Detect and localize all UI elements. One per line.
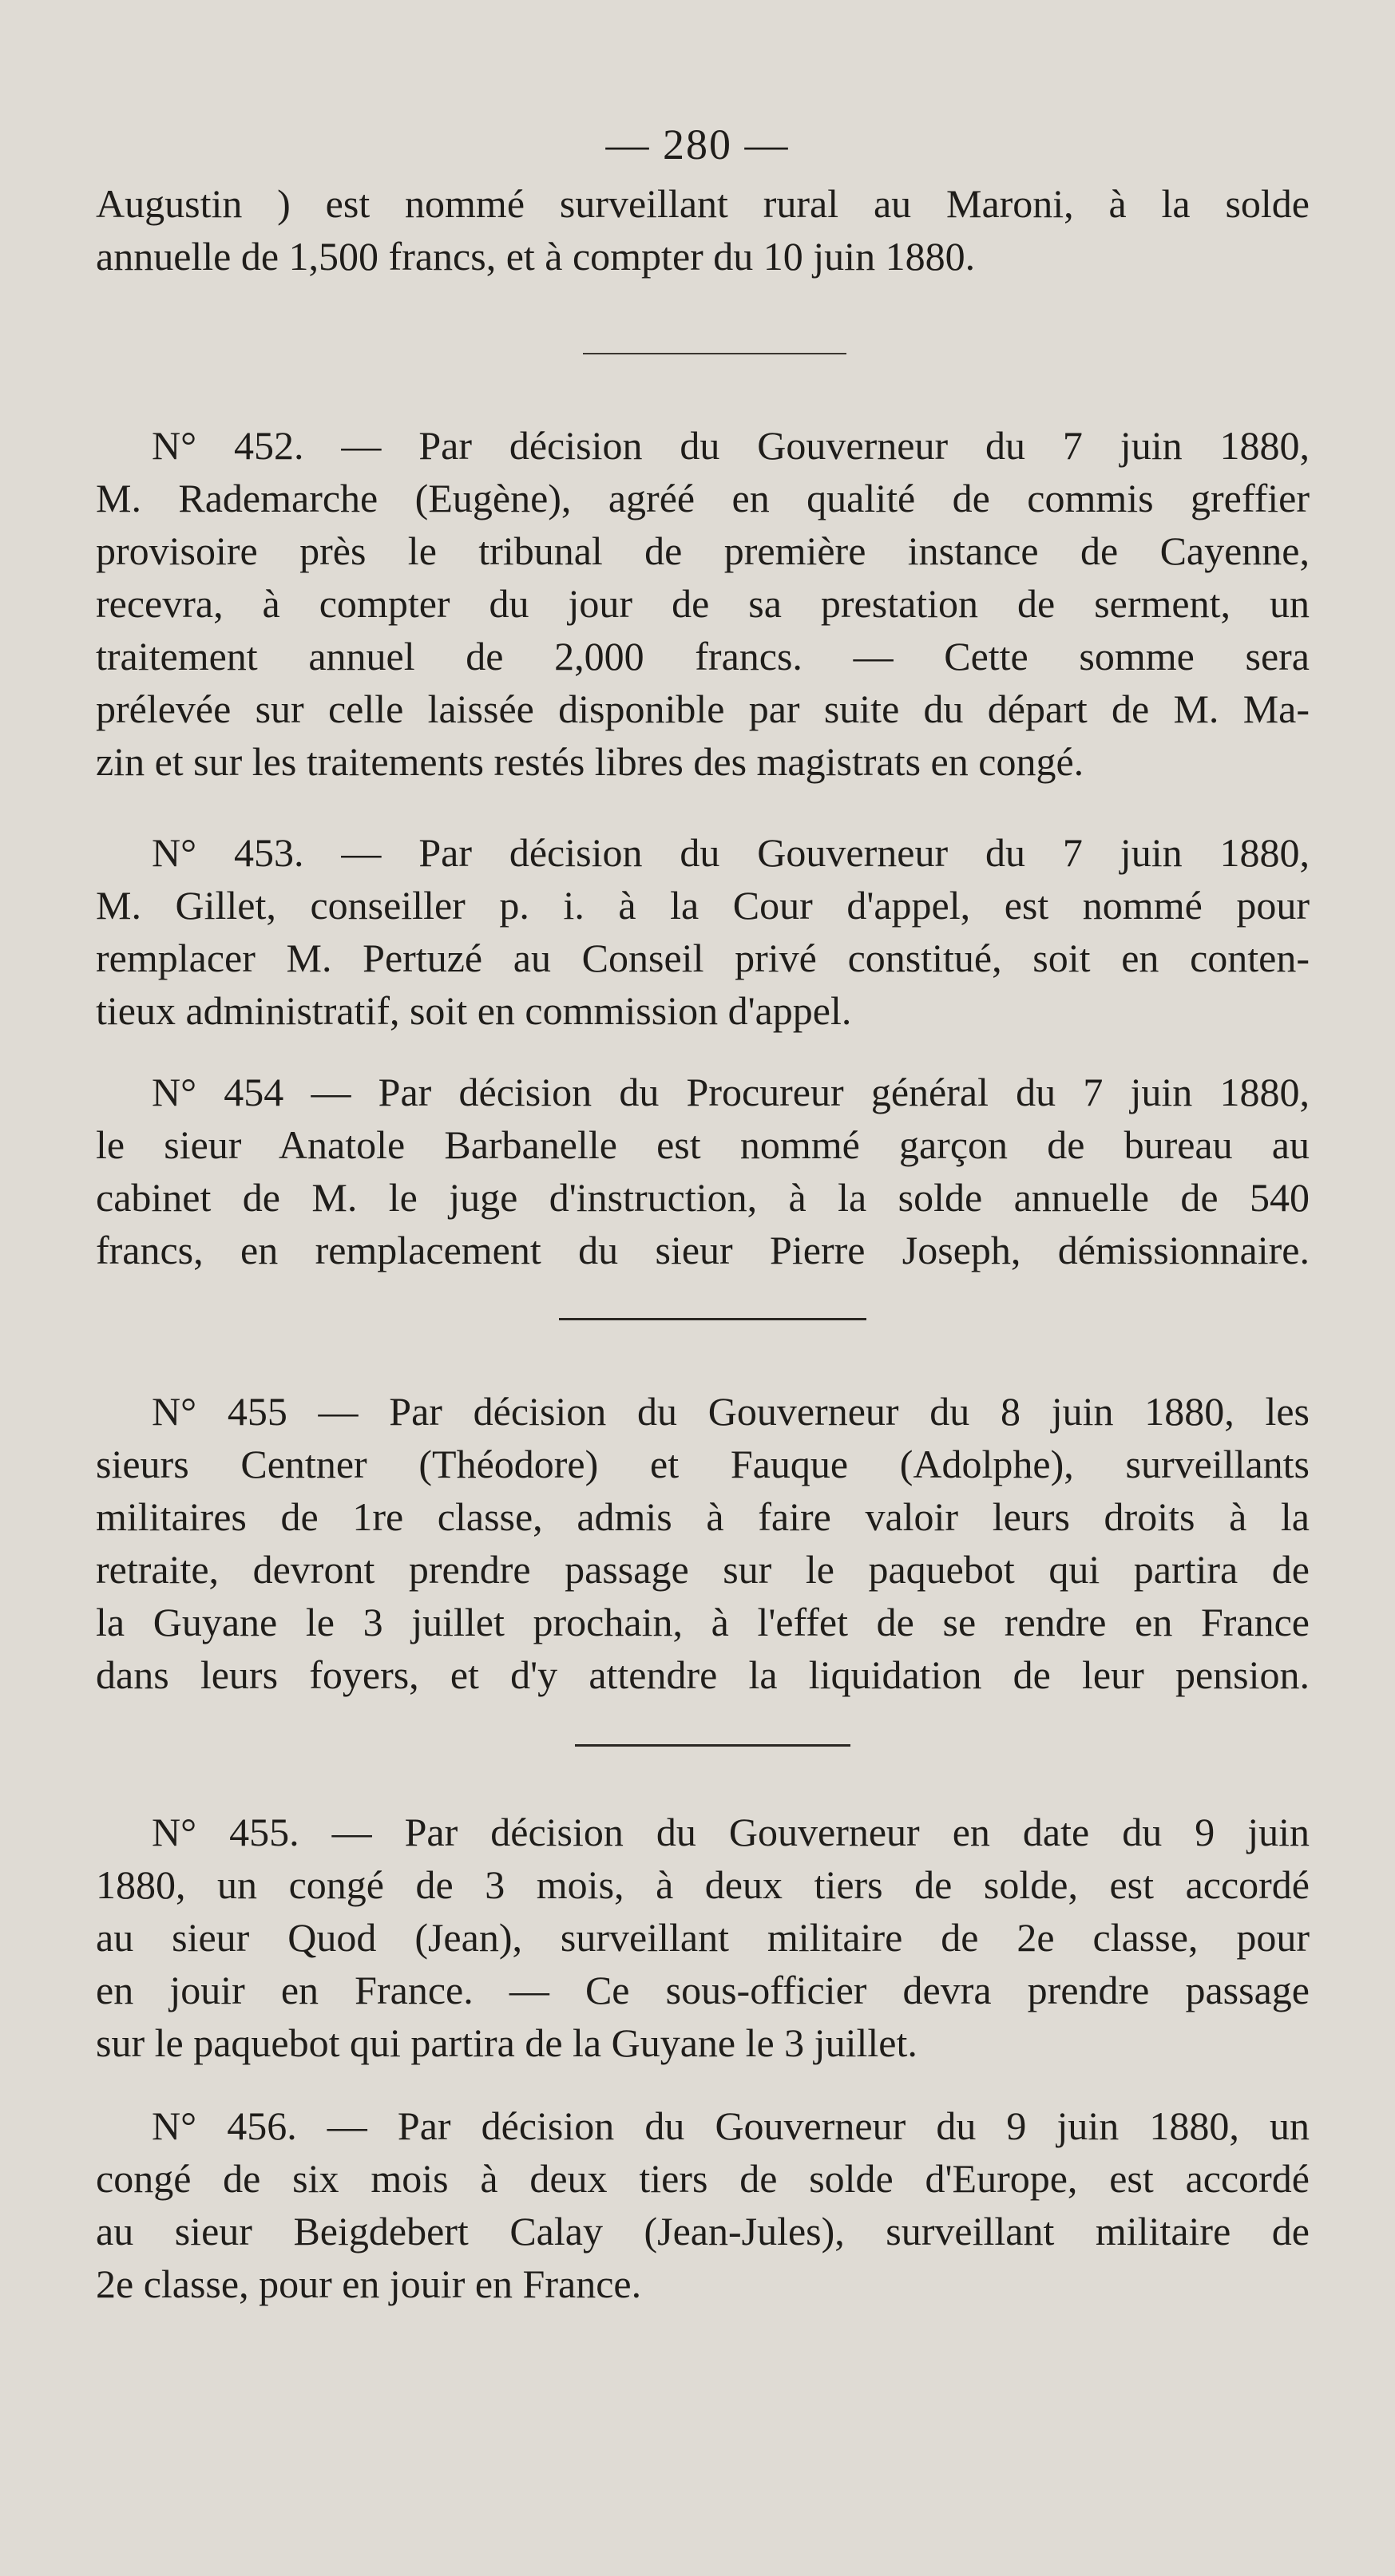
text-line: recevra, à compter du jour de sa prestation de serment, un	[96, 581, 1310, 626]
text-line: prélevée sur celle laissée disponible par suite du départ de M. Ma-	[96, 687, 1310, 731]
text-line: militaires de 1re classe, admis à faire valoir leurs droits à la	[96, 1494, 1310, 1539]
intro-paragraph	[96, 177, 1310, 283]
text-line: sur le paquebot qui partira de la Guyane le 3 juillet.	[96, 2020, 917, 2065]
text-line: cabinet de M. le juge d'instruction, à la solde annuelle de 540	[96, 1175, 1310, 1220]
text-line: la Guyane le 3 juillet prochain, à l'effet de se rendre en France	[96, 1600, 1310, 1644]
text-line: sieurs Centner (Théodore) et Fauque (Adolphe), surveillants	[96, 1442, 1310, 1486]
text-line: retraite, devront prendre passage sur le paquebot qui partira de	[96, 1547, 1310, 1592]
text-line: au sieur Beigdebert Calay (Jean-Jules), surveillant militaire de	[96, 2209, 1310, 2254]
text-line: remplacer M. Pertuzé au Conseil privé constitué, soit en conten-	[96, 936, 1310, 980]
text-line: N° 456. — Par décision du Gouverneur du 9 juin 1880, un	[152, 2103, 1310, 2148]
entry-455	[96, 1385, 1310, 1701]
text-line: congé de six mois à deux tiers de solde d'Europe, est accordé	[96, 2156, 1310, 2201]
entry-453	[96, 826, 1310, 1037]
entry-452	[96, 419, 1310, 788]
text-line: annuelle de 1,500 francs, et à compter du 10 juin 1880.	[96, 234, 976, 279]
entry-456	[96, 2099, 1310, 2310]
text-line: tieux administratif, soit en commission d'appel.	[96, 988, 852, 1033]
text-line: 1880, un congé de 3 mois, à deux tiers de solde, est accordé	[96, 1862, 1310, 1907]
text-line: dans leurs foyers, et d'y attendre la liquidation de leur pension.	[96, 1652, 1310, 1697]
text-line: en jouir en France. — Ce sous-officier devra prendre passage	[96, 1968, 1310, 2012]
separator-rule	[575, 1744, 850, 1747]
text-line: 2e classe, pour en jouir en France.	[96, 2261, 642, 2306]
text-line: M. Rademarche (Eugène), agréé en qualité de commis greffier	[96, 476, 1310, 520]
page-number: — 280 —	[605, 121, 790, 168]
text-line: francs, en remplacement du sieur Pierre Joseph, démissionnaire.	[96, 1228, 1310, 1272]
entry-454	[96, 1066, 1310, 1276]
text-line: Augustin ) est nommé surveillant rural au Maroni, à la solde	[96, 181, 1310, 226]
text-line: le sieur Anatole Barbanelle est nommé garçon de bureau au	[96, 1122, 1310, 1167]
text-line: N° 455. — Par décision du Gouverneur en date du 9 juin	[152, 1810, 1310, 1854]
separator-rule	[583, 353, 846, 354]
text-line: traitement annuel de 2,000 francs. — Cette somme sera	[96, 634, 1310, 679]
text-line: N° 453. — Par décision du Gouverneur du 7 juin 1880,	[152, 830, 1310, 875]
separator-rule	[559, 1318, 866, 1320]
text-line: N° 454 — Par décision du Procureur général du 7 juin 1880,	[152, 1070, 1310, 1114]
text-line: N° 452. — Par décision du Gouverneur du 7 juin 1880,	[152, 423, 1310, 468]
text-line: N° 455 — Par décision du Gouverneur du 8 juin 1880, les	[152, 1389, 1310, 1434]
entry-455-second	[96, 1806, 1310, 2069]
text-line: provisoire près le tribunal de première instance de Cayenne,	[96, 528, 1310, 573]
text-line: au sieur Quod (Jean), surveillant militaire de 2e classe, pour	[96, 1915, 1310, 1960]
text-line: zin et sur les traitements restés libres des magistrats en congé.	[96, 739, 1084, 784]
text-line: M. Gillet, conseiller p. i. à la Cour d'appel, est nommé pour	[96, 883, 1310, 928]
